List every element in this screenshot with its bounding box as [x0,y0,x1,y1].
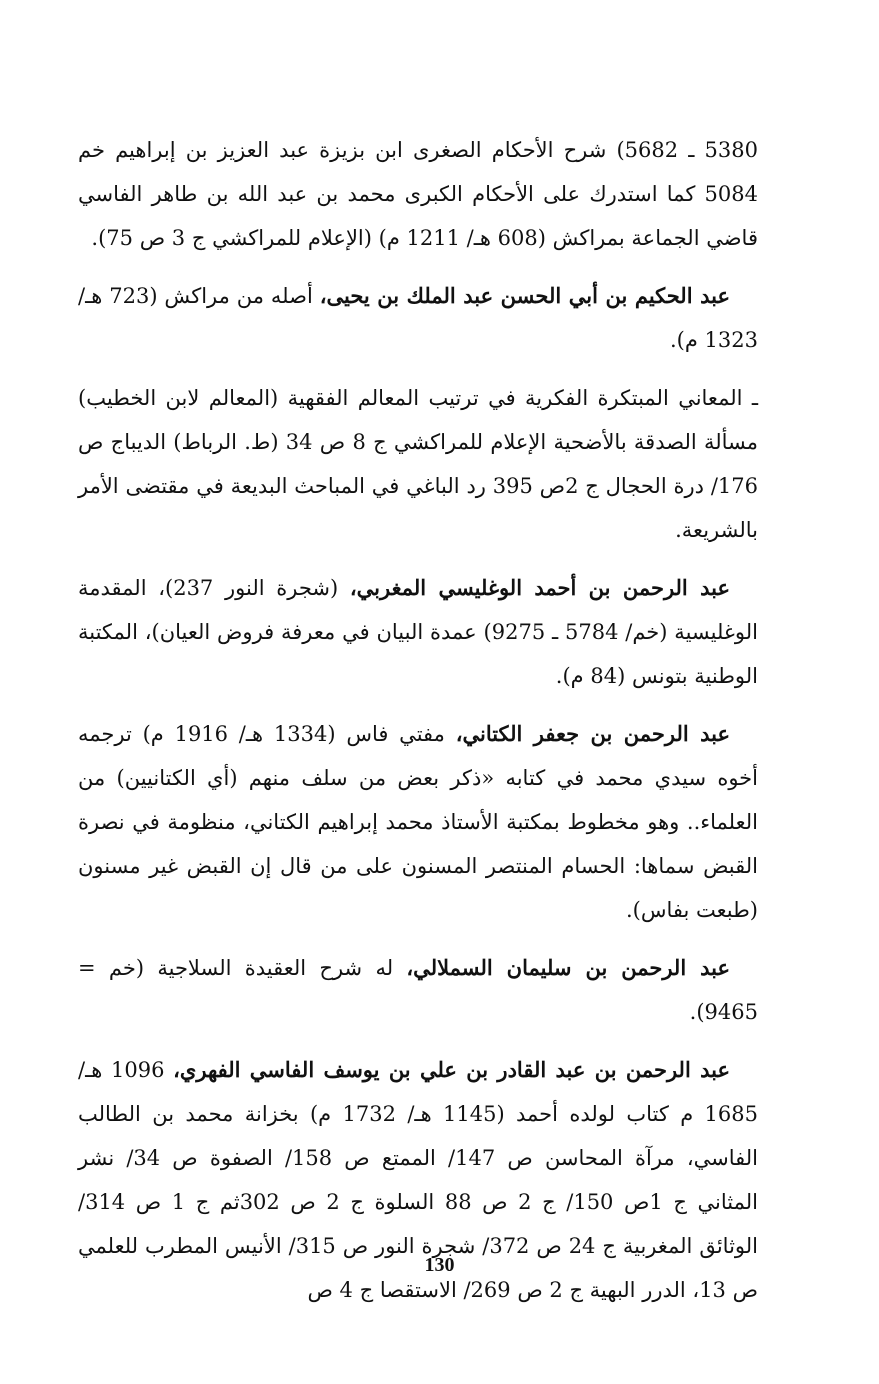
entry-abd-al-rahman-simlali [78,946,758,1034]
entry-body: له شرح العقيدة السلاجية (خم = 9465). [78,956,758,1024]
entry-abd-al-hakim [78,274,758,362]
entry-abd-al-rahman-wughlisi [78,566,758,698]
entry-body: 1096 هـ/ 1685 م كتاب لولده أحمد (1145 هـ/ 1732 م) بخزانة محمد بن الطالب الفاسي، مرآة المحاسن ص 147/ الممتع ص 158/ الصفوة ص 34/ نشر المثاني ج 1ص 150/ ج 2 ص 88 السلوة ج 2 ص 302ثم ج 1 ص 314/ الوثائق المغربية ج 24 ص 372/ شجرة النور ص 315/ الأنيس المطرب للعلمي ص 13، الدرر البهية ج 2 ص 269/ الاستقصا ج 4 ص [78,1058,759,1302]
entry-heading: عبد الرحمن بن عبد القادر بن علي بن يوسف الفاسي الفهري، [173,1057,730,1082]
page-number: 130 [424,1254,455,1276]
paragraph-body: 5380 ـ 5682) شرح الأحكام الصغرى ابن بزيزة عبد العزيز بن إبراهيم خم 5084 كما استدرك على الأحكام الكبرى محمد بن عبد الله بن طاهر الفاسي قاضي الجماعة بمراكش (608 هـ/ 1211 م) (الإعلام للمراكشي ج 3 ص 75). [78,138,758,250]
entry-heading: عبد الحكيم بن أبي الحسن عبد الملك بن يحيى، [319,283,730,308]
paragraph-body: ـ المعاني المبتكرة الفكرية في ترتيب المعالم الفقهية (المعالم لابن الخطيب) مسألة الصدقة بالأضحية الإعلام للمراكشي ج 8 ص 34 (ط. الرباط) الديباج ص 176/ درة الحجال ج 2ص 395 رد الباغي في المباحث البديعة في مقتضى الأمر بالشريعة. [78,386,758,542]
entry-subitem [78,376,758,552]
entry-heading: عبد الرحمن بن جعفر الكتاني، [455,721,731,746]
entry-body: أصله من مراكش (723 هـ/ 1323 م). [78,284,758,352]
entry-body: مفتي فاس (1334 هـ/ 1916 م) ترجمه أخوه سيدي محمد في كتابه «ذكر بعض من سلف منهم (أي الكتانيين) من العلماء.. وهو مخطوط بمكتبة الأستاذ محمد إبراهيم الكتاني، منظومة في نصرة القبض سماها: الحسام المنتصر المسنون على من قال إن القبض غير مسنون (طبعت بفاس). [78,722,758,922]
entry-heading: عبد الرحمن بن سليمان السملالي، [406,955,730,980]
entry-body: (شجرة النور 237)، المقدمة الوغليسية (خم/ 5784 ـ 9275) عمدة البيان في معرفة فروض العيان)، المكتبة الوطنية بتونس (84 م). [78,576,758,688]
page-body-text [78,128,758,1326]
entry-abd-al-rahman-kattani [78,712,758,932]
entry-heading: عبد الرحمن بن أحمد الوغليسي المغربي، [349,575,730,600]
paragraph-continuation [78,128,758,260]
